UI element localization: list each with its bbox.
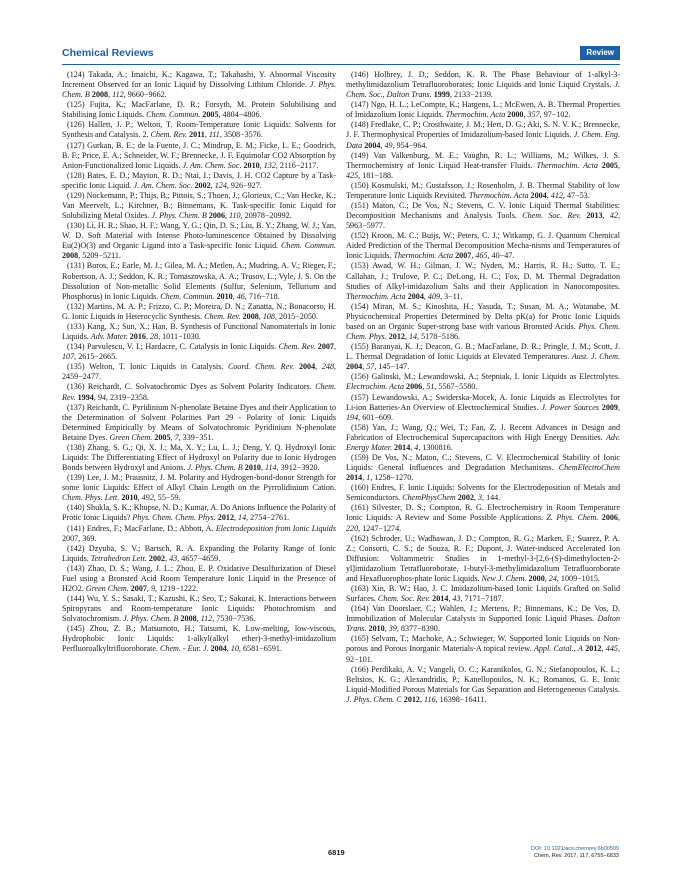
reference-entry: (135) Welton, T. Ionic Liquids in Catalysis. Coord. Chem. Rev. 2004, 248, 2459−2477.: [62, 362, 337, 382]
reference-entry: [62, 524, 336, 544]
reference-entry: (138) Zhang, S. G.; Qi, X. J.; Ma, X. Y.; Lu, L. J.; Deng, Y. Q. Hydroxyl Ionic Liquids: The Differentiating Effect of Hydroxyl on Polarity due to Ionic Hydrogen Bonds between Hydroxyl and Anions. J. Phys. Chem. B 2010, 114, 3912−3920.: [62, 442, 336, 473]
reference-year: 2009: [601, 402, 618, 412]
reference-pages: , 181−188.: [358, 170, 394, 180]
reference-year: 2000: [528, 573, 545, 583]
reference-journal: J. Chem. Soc., Dalton Trans.: [346, 80, 620, 100]
reference-journal: Chem. Commun.: [160, 291, 215, 301]
reference-year: 2010: [216, 291, 233, 301]
reference-pages: , 8377−8390.: [396, 624, 440, 634]
reference-year: 2005: [154, 432, 171, 442]
reference-pages: , 1300816.: [418, 442, 453, 452]
reference-volume: 94: [97, 392, 106, 402]
reference-text: (149) Van Valkenburg, M. E.; Vaughn, R. L.; Williams, M.; Wilkes, J. S. Thermochemistry of Ionic Liquid Heat-transfer Fluids.: [346, 150, 620, 170]
reference-entry: (151) Maton, C.; De Vos, N.; Stevens, C. V. Ionic Liquid Thermal Stabilities: Decomposition Mechanisms and Analysis Tools. Chem. Soc. Rev. 2013, 42, 5963−5977.: [346, 201, 620, 231]
reference-pages: , 1258−1270.: [370, 473, 414, 483]
references-left-column: [62, 70, 336, 655]
reference-volume: 116: [424, 694, 436, 704]
journal-title[interactable]: Chemical Reviews: [62, 47, 154, 59]
reference-volume: 1: [366, 473, 371, 483]
reference-year: 2004: [210, 644, 227, 654]
reference-volume: 492: [141, 493, 154, 503]
reference-text: (151) Maton, C.; De Vos, N.; Stevens, C. V. Ionic Liquid Thermal Stabilities: Decomposition Mechanisms and Analysis Tools.: [346, 201, 620, 221]
reference-journal: J. Phys. Chem. B: [62, 80, 336, 100]
reference-text: (144) Wu, Y. S.; Sasaki, T.; Kazushi, K.; Seo, T.; Sakurai, K. Interactions between Spiropyrans and Room-temperature Ionic Liquids: Photochromism and Solvatochromism.: [62, 594, 336, 624]
reference-journal: Chem. Rev.: [204, 311, 241, 321]
reference-entry: (156) Galinski, M.; Lewandowski, A.; Stepniak, I. Ionic Liquids as Electrolytes. Electrochim. Acta 2006, 51, 5567−5580.: [346, 372, 620, 392]
reference-journal: Chem. Rev.: [150, 130, 188, 140]
reference-entry: (129) Nockemann, P.; Thijs, B.; Pittois, S.; Thoen, J.; Glorieux, C.; Van Hecke, K.; Van Meervelt, L.; Kirchner, B.; Binnemans, K. Task-specific Ionic Liquid for Solubilizing Metal Oxides. J. Phys. Chem. B 2006, 110, 20978−20992.: [62, 190, 336, 221]
reference-pages: , 5178−5186.: [417, 332, 461, 342]
reference-volume: 43: [452, 594, 461, 604]
reference-text: (155) Baranyai, K. J.; Deacon, G. B.; MacFarlane, D. R.; Pringle, J. M.; Scott, J. L. Thermal Degradation of Ionic Liquids at Elevated Temperatures.: [346, 342, 620, 362]
reference-text: (134) Parvulescu, V. I.; Hardacre, C. Catalysis in Ionic Liquids.: [67, 342, 279, 352]
reference-text: (160) Endres, F. Ionic Liquids: Solvents for the Electrodeposition of Metals and Semiconductors.: [346, 483, 620, 503]
reference-journal: ChemPhysChem: [402, 493, 456, 503]
reference-year: 2005: [601, 160, 618, 170]
reference-text: (153) Awad, W. H.; Gilman, J. W.; Nyden, M.; Harris, R. H.; Sutto, T. E.; Callahan, J.; Trulove, P. C.; DeLong, H. C.; Fox, D. M. Thermal Degradation Studies of Alkyl-imidazolium Salts and their Application in Nanocomposites.: [346, 261, 620, 291]
reference-year: 2000: [507, 110, 524, 120]
reference-pages: , 2319−2358.: [105, 392, 149, 402]
reference-pages: , 2116−2117.: [275, 160, 319, 170]
reference-entry: (147) Ngo, H. L.; LeCompte, K.; Hargens, L.; McEwen, A. B. Thermal Properties of Imidazolium Ionic Liquids. Thermochim. Acta 2000, 357, 97−102.: [346, 100, 620, 120]
reference-journal: Electrodeposition from Ionic Liquids: [215, 523, 336, 533]
reference-pages: , 4657−4659.: [177, 553, 221, 563]
reference-journal: J. Phys. Chem. B: [123, 614, 179, 624]
reference-year: 2014: [432, 594, 449, 604]
reference-journal: J. Am. Chem. Soc.: [133, 180, 193, 190]
reference-volume: 110: [229, 211, 241, 221]
reference-journal: Appl. Catal., A: [533, 644, 583, 654]
reference-entry: (128) Bates, E. D.; Mayton, R. D.; Ntai, I.; Davis, J. H. CO2 Capture by a Task-specific Ionic Liquid. J. Am. Chem. Soc. 2002, 124, 926−927.: [62, 170, 336, 190]
reference-pages: , 1219−1222.: [155, 583, 199, 593]
reference-year: 2004: [298, 362, 316, 372]
reference-pages: , 7530−7536.: [212, 614, 256, 624]
reference-entry: (145) Zhou, Z. B.; Matsumoto, H.; Tatsumi, K. Low-melting, low-viscous, Hydrophobic Ionic Liquids: 1-alkyl(alkyl ether)-3-methyl-imidazolium Perfluoroalkyltrifluoroborate. Chem. - Eur. J. 2004, 10, 6581−6591.: [62, 624, 336, 654]
reference-volume: 248: [321, 362, 334, 372]
reference-pages: , 3−11.: [440, 291, 463, 301]
reference-entry: (161) Silvester, D. S.; Compton, R. G. Electrochemistry in Room Temperature Ionic Liquids: A Review and Some Possible Applications. Z. Phys. Chem. 2006, 220, 1247−1274.: [346, 503, 620, 533]
reference-year: 2007: [317, 342, 334, 352]
reference-entry: (124) Takada, A.; Imaichi, K.; Kagawa, T.; Takahashi, Y. Abnormal Viscosity Increment Observed for an Ionic Liquid by Dissolving Lithium Chloride. J. Phys. Chem. B 2008, 112, 9660−9662.: [62, 70, 336, 100]
reference-entry: (164) Van Doorslaer, C.; Wahlen, J.; Mertens, P.; Binnemans, K.; De Vos, D. Immobilization of Molecular Catalysts in Supported Ionic Liquid Phases. Dalton Trans. 2010, 39, 8377−8390.: [346, 604, 620, 634]
reference-year: 2007: [130, 583, 147, 593]
reference-volume: 357: [527, 110, 540, 120]
reference-text: (137) Reichardt, C. Pyridinium N-phenolate Betaine Dyes and their Application to the Determination of Solvent Polarities Part 29 - Polarity of Ionic Liquids Determined Empirically by Means of Solvatochromic Pyridinium N-phenolate Betaine Dyes.: [62, 402, 336, 442]
reference-pages: , 92−101.: [346, 644, 620, 664]
reference-volume: 108: [262, 311, 275, 321]
reference-journal: Chem. Soc. Rev.: [377, 594, 431, 604]
reference-journal: Chem. Rev.: [278, 342, 316, 352]
reference-year: 2008: [242, 311, 259, 321]
reference-text: (145) Zhou, Z. B.; Matsumoto, H.; Tatsumi, K. Low-melting, low-viscous, Hydrophobic Ionic Liquids: 1-alkyl(alkyl ether)-3-methyl-imidazolium Perfluoroalkyltrifluoroborate.: [62, 624, 336, 654]
reference-text: (161) Silvester, D. S.; Compton, R. G. Electrochemistry in Room Temperature Ionic Liquids: A Review and Some Possible Applications.: [346, 503, 620, 523]
reference-pages: , 20978−20992.: [240, 211, 292, 221]
reference-pages: , 144.: [482, 493, 501, 503]
reference-text: (132) Martins, M. A. P.; Frizzo, C. P.; Moreira, D. N.; Zanatta, N.; Bonacorso, H. G. Ionic Liquids in Heterocyclic Synthesis.: [62, 301, 336, 321]
reference-pages: , 6581−6591.: [238, 644, 282, 654]
reference-pages: , 3508−3576.: [219, 130, 263, 140]
reference-volume: 425: [346, 170, 359, 180]
reference-entry: (154) Miran, M. S.; Kinoshita, H.; Yasuda, T.; Susan, M. A.; Watanabe, M. Physicochemical Properties Determined by Delta pK(a) for Protic Ionic Liquids based on an Organic Super-strong base with various Bronsted Acids. Phys. Chem. Chem. Phys. 2012, 14, 5178−5186.: [346, 301, 621, 342]
reference-year: 2010: [368, 624, 385, 634]
reference-text: (128) Bates, E. D.; Mayton, R. D.; Ntai, I.; Davis, J. H. CO2 Capture by a Task-specific Ionic Liquid.: [62, 170, 336, 190]
reference-volume: 57: [366, 362, 375, 372]
reference-year: 2012: [217, 513, 234, 523]
reference-volume: 124: [214, 180, 227, 190]
reference-year: 2012: [388, 332, 405, 342]
reference-pages: , 1011−1030.: [158, 332, 201, 342]
reference-entry: [62, 100, 336, 120]
reference-journal: Chem. Soc. Rev.: [522, 211, 582, 221]
reference-volume: 412: [550, 190, 563, 200]
reference-journal: Thermochim. Acta: [346, 291, 406, 301]
reference-pages: , 5963−5977.: [346, 211, 620, 231]
reference-year: 2016: [129, 332, 146, 342]
reference-text: (164) Van Doorslaer, C.; Wahlen, J.; Mertens, P.; Binnemans, K.; De Vos, D. Immobilization of Molecular Catalysts in Supported Ionic Liquid Phases.: [346, 604, 620, 624]
reference-volume: 49: [384, 140, 393, 150]
reference-text: (150) Kosmulski, M.; Gustafsson, J.; Rosenholm, J. B. Thermal Stability of low Temperature Ionic Liquids Revisited.: [346, 180, 620, 200]
reference-year: 2002: [457, 493, 474, 503]
reference-journal: Z. Phys. Chem.: [546, 513, 599, 523]
reference-year: 1999: [433, 90, 450, 100]
reference-text: (124) Takada, A.; Imaichi, K.; Kagawa, T.; Takahashi, Y. Abnormal Viscosity Increment Observed for an Ionic Liquid by Dissolving Lithium Chloride.: [62, 70, 336, 90]
reference-text: (156) Galinski, M.; Lewandowski, A.; Stepniak, I. Ionic Liquids as Electrolytes.: [351, 372, 620, 382]
reference-year: 2004: [407, 291, 424, 301]
reference-volume: 132: [263, 160, 276, 170]
reference-pages: , 47−53.: [562, 190, 590, 200]
reference-entry: (134) Parvulescu, V. I.; Hardacre, C. Catalysis in Ionic Liquids. Chem. Rev. 2007, 107, 2615−2665.: [62, 342, 336, 362]
reference-year: 2011: [189, 130, 205, 140]
reference-journal: Thermochim. Acta: [445, 110, 506, 120]
reference-pages: , 369.: [78, 533, 97, 543]
reference-year: 2008: [62, 251, 79, 261]
reference-text: (135) Welton, T. Ionic Liquids in Catalysis.: [67, 362, 228, 372]
reference-journal: Phys. Chem. Chem. Phys.: [346, 321, 621, 342]
reference-pages: , 7171−7187.: [460, 594, 504, 604]
reference-volume: 24: [548, 573, 557, 583]
reference-volume: 114: [265, 463, 277, 473]
reference-journal: J. Phys. Chem. C: [346, 694, 402, 704]
reference-pages: , 9660−9662.: [123, 90, 167, 100]
reference-journal: Thermochim. Acta: [393, 251, 454, 261]
reference-entry: (158) Yan, J.; Wang, Q.; Wei, T.; Fan, Z. J. Recent Advances in Design and Fabrication of Electrochemical Supercapacitors with High Energy Densities. Adv. Energy Mater. 2014, 4, 1300816.: [346, 422, 620, 452]
reference-entry: (136) Reichardt, C. Solvatochromic Dyes as Solvent Polarity Indicators. Chem. Rev. 1994, 94, 2319−2358.: [62, 382, 336, 402]
reference-pages: , 4804−4806.: [218, 110, 262, 120]
reference-entry: (153) Awad, W. H.; Gilman, J. W.; Nyden, M.; Harris, R. H.; Sutto, T. E.; Callahan, J.; Trulove, P. C.; DeLong, H. C.; Fox, D. M. Thermal Degradation Studies of Alkyl-imidazolium Salts and their Application in Nanocomposites. Thermochim. Acta 2004, 409, 3−11.: [346, 261, 620, 301]
reference-entry: (132) Martins, M. A. P.; Frizzo, C. P.; Moreira, D. N.; Zanatta, N.; Bonacorso, H. G. Ionic Liquids in Heterocyclic Synthesis. Chem. Rev. 2008, 108, 2015−2050.: [62, 301, 336, 321]
reference-volume: 14: [408, 332, 418, 342]
reference-journal: J. Phys. Chem. B: [151, 211, 207, 221]
header-rule: [62, 64, 620, 65]
reference-volume: 465: [475, 251, 488, 261]
reference-text: (163) Xin, B. W.; Hao, J. C. Imidazolium-based Ionic Liquids Grafted on Solid Surfaces.: [346, 583, 620, 604]
reference-text: (126) Hallett, J. P.; Welton, T. Room-Temperature Ionic Liquids: Solvents for Synthesis and Catalysis. 2.: [62, 120, 336, 140]
reference-entry: (150) Kosmulski, M.; Gustafsson, J.; Rosenholm, J. B. Thermal Stability of low Temperature Ionic Liquids Revisited. Thermochim. Acta 2004, 412, 47−53.: [346, 180, 620, 200]
reference-entry: (126) Hallett, J. P.; Welton, T. Room-Temperature Ionic Liquids: Solvents for Synthesis and Catalysis. 2. Chem. Rev. 2011, 111, 3508−3576.: [62, 120, 336, 140]
reference-text: (133) Kang, X.; Sun, X.; Han, B. Synthesis of Functional Nanomaterials in Ionic Liquids.: [62, 321, 336, 342]
reference-year: 2012: [403, 694, 420, 704]
reference-year: 2006: [208, 211, 225, 221]
reference-journal: J. Am. Chem. Soc.: [182, 160, 242, 170]
reference-entry: (139) Lee, J. M.; Prausnitz, J. M. Polarity and Hydrogen-bond-donor Strength for some Ionic Liquids: Effect of Alkyl Chain Length on the Pyrrolidinium Cation. Chem. Phys. Lett. 2010, 492, 55−59.: [62, 473, 336, 503]
reference-text: (154) Miran, M. S.; Kinoshita, H.; Yasuda, T.; Susan, M. A.; Watanabe, M. Physicochemical Properties Determined by Delta pK(a) for Protic Ionic Liquids based on an Organic Super-strong base with various Bronsted Acids.: [346, 301, 620, 331]
reference-volume: 10: [230, 644, 239, 654]
reference-journal: Chem. Commun.: [146, 110, 201, 120]
reference-journal: Coord. Chem. Rev.: [227, 362, 295, 372]
reference-text: (162) Schroder, U.; Wadhawan, J. D.; Compton, R. G.; Marken, F.; Suarez, P. A. Z.; Consorti, C. S.; de Souza, R. F.; Dupont, J. Water-induced Accelerated Ion Diffusion: Voltammetric Studies in 1-methyl-3-[2,6-(S)-dimethylocten-2-yl]imidazolium Tetrafluoroborate, 1-butyl-3-methylimidazolium Tetrafluoroborate and Hexafluorophos-phate Ionic Liquids.: [346, 533, 620, 583]
reference-journal: Chem. Commun.: [281, 241, 336, 251]
doi-link[interactable]: DOI: 10.1021/acs.chemrev.6b00509: [531, 846, 619, 852]
reference-entry: (148) Fredlake, C. P.; Crosthwaite, J. M.; Hert, D. G.; Aki, S. N. V. K.; Brennecke, J. F. Thermophysical Properties of Imidazolium-based Ionic Liquids. J. Chem. Eng. Data 2004, 49, 954−964.: [346, 120, 620, 150]
reference-pages: , 2133−2139.: [449, 90, 493, 100]
reference-pages: , 954−964.: [392, 140, 428, 150]
reference-volume: 7: [174, 432, 179, 442]
reference-journal: Adv. Mater.: [90, 332, 128, 342]
reference-journal: Thermochim. Acta: [468, 190, 529, 200]
reference-year: 2010: [243, 160, 260, 170]
reference-year: 2006: [601, 513, 618, 523]
reference-text: (138) Zhang, S. G.; Qi, X. J.; Ma, X. Y.; Lu, L. J.; Deng, Y. Q. Hydroxyl Ionic Liquids: The Differentiating Effect of Hydroxyl on Polarity due to Ionic Hydrogen Bonds between Hydroxyl and Anions.: [62, 442, 336, 473]
reference-volume: 14: [238, 513, 247, 523]
reference-journal: J. Power Sources: [541, 402, 599, 412]
reference-text: (125) Fujita, K.; MacFarlane, D. R.; Forsyth, M. Protein Solubilising and Stabilising Ionic Liquids.: [62, 100, 336, 120]
reference-text: (165) Selvam, T.; Machoke, A.; Schwieger, W. Supported Ionic Liquids on Non-porous and Porous Inorganic Materials-A topical review.: [346, 634, 620, 654]
reference-volume: 39: [388, 624, 397, 634]
reference-entry: (163) Xin, B. W.; Hao, J. C. Imidazolium-based Ionic Liquids Grafted on Solid Surfaces. Chem. Soc. Rev. 2014, 43, 7171−7187.: [346, 583, 620, 604]
reference-year: 2014: [346, 473, 363, 483]
reference-pages: , 5209−5211.: [78, 251, 121, 261]
reference-entry: (143) Zhao, D. S.; Wang, J. L.; Zhou, E. P. Oxidative Desulfurization of Diesel Fuel using a Bronsted Acid Room Temperature Ionic Liquid in the Presence of H2O2. Green Chem. 2007, 9, 1219−1222.: [62, 563, 336, 593]
reference-pages: , 339−351.: [178, 432, 214, 442]
reference-text: (146) Holbrey, J. D.; Seddon, K. R. The Phase Behaviour of 1-alkyl-3-methylimidazolium Tetrafluoroborates; Ionic Liquids and Ionic Liquid Crystals.: [346, 70, 620, 90]
reference-pages: , 97−102.: [539, 110, 571, 120]
reference-volume: 4: [414, 442, 419, 452]
reference-pages: , 2615−2665.: [74, 352, 118, 362]
reference-text: (129) Nockemann, P.; Thijs, B.; Pittois, S.; Thoen, J.; Glorieux, C.; Van Hecke, K.; Van Meervelt, L.; Kirchner, B.; Binnemans, K. Task-specific Ionic Liquid for Solubilizing Metal Oxides.: [62, 190, 336, 221]
reference-entry: (149) Van Valkenburg, M. E.; Vaughn, R. L.; Williams, M.; Wilkes, J. S. Thermochemistry of Ionic Liquid Heat-transfer Fluids. Thermochim. Acta 2005, 425, 181−188.: [346, 150, 620, 180]
reference-text: (152) Kroon, M. C.; Buijs, W.; Peters, C. J.; Witkamp, G. J. Quantum Chemical Aided Prediction of the Thermal Decomposition Mecha-nisms and Temperatures of Ionic Liquids.: [346, 231, 620, 261]
reference-entry: (155) Baranyai, K. J.; Deacon, G. B.; MacFarlane, D. R.; Pringle, J. M.; Scott, J. L. Thermal Degradation of Ionic Liquids at Elevated Temperatures. Aust. J. Chem. 2004, 57, 145−147.: [346, 342, 621, 372]
reference-volume: 409: [427, 291, 441, 301]
reference-year: 2004: [530, 190, 547, 200]
reference-journal: Electrochim. Acta: [346, 382, 404, 392]
reference-entry: (142) Dzyuba, S. V.; Bartsch, R. A. Expanding the Polarity Range of Ionic Liquids. Tetrahedron Lett. 2002, 43, 4657−4659.: [62, 543, 336, 563]
reference-year: 1994: [77, 392, 94, 402]
reference-text: (157) Lewandowski, A.; Swiderska-Mocek, A. Ionic Liquids as Electrolytes for Li-ion Batteries-An Overview of Electrochemical Studies.: [346, 392, 620, 412]
reference-volume: 28: [149, 332, 159, 342]
reference-year: 2012: [585, 644, 602, 654]
reference-pages: , 1247−1274.: [358, 523, 402, 533]
reference-entry: (133) Kang, X.; Sun, X.; Han, B. Synthesis of Functional Nanomaterials in Ionic Liquids. Adv. Mater. 2016, 28, 1011−1030.: [62, 321, 336, 342]
reference-volume: 111: [208, 130, 220, 140]
reference-journal: Chem. Phys. Lett.: [62, 493, 120, 503]
reference-year: 2010: [244, 463, 261, 473]
reference-year: 2014: [394, 442, 411, 452]
reference-pages: , 601−609.: [358, 412, 394, 422]
reference-year: 2004: [346, 362, 363, 372]
reference-entry: (152) Kroon, M. C.; Buijs, W.; Peters, C. J.; Witkamp, G. J. Quantum Chemical Aided Prediction of the Thermal Decomposition Mecha-nisms and Temperatures of Ionic Liquids. Thermochim. Acta 2007, 465, 40−47.: [346, 231, 620, 261]
journal-citation: Chem. Rev. 2017, 117, 6755−6833: [534, 853, 619, 859]
reference-journal: New J. Chem.: [481, 573, 527, 583]
reference-journal: Chem. - Eur. J.: [160, 644, 209, 654]
reference-year: 2013: [586, 211, 603, 221]
reference-journal: Dalton Trans.: [346, 614, 620, 634]
page-number: 6819: [328, 848, 345, 857]
reference-year: 2002: [148, 553, 166, 563]
footer-citation-block: [531, 846, 619, 860]
reference-journal: J. Chem. Eng. Data: [346, 130, 620, 150]
reference-volume: 220: [346, 523, 359, 533]
reference-volume: 112: [112, 90, 124, 100]
reference-year: 2007: [455, 251, 472, 261]
reference-journal: Chem. Rev.: [62, 382, 336, 402]
reference-pages: , 55−59.: [153, 493, 181, 503]
reference-text: (166) Perdikaki, A. V.; Vangeli, O. C.; Karanikolos, G. N.; Stefanopoulos, K. L.; Beltsios, K. G.; Alexandridis, P.; Kanellopoulos, N. K.; Romanos, G. E. Ionic Liquid-Modified Porous Materials for Gas Separation and Heterogeneous Catalysis.: [346, 664, 620, 694]
reference-text: (131) Boros, E.; Earle, M. J.; Gilea, M. A.; Metlen, A.; Mudring, A. V.; Rieger, F.; Robertson, A. J.; Seddon, K. R.; Tomaszowska, A. A.; Trusov, L.; Vyle, J. S. On the Dissolution of Non-metallic Solid Elements (Sulfur, Selenium, Tellurium and Phosphorus) in Ionic Liquids.: [62, 261, 336, 301]
reference-year: 2006: [406, 382, 423, 392]
reference-journal: Green Chem.: [85, 583, 129, 593]
reference-entry: (166) Perdikaki, A. V.; Vangeli, O. C.; Karanikolos, G. N.; Stefanopoulos, K. L.; Beltsios, K. G.; Alexandridis, P.; Kanellopoulos, N. K.; Romanos, G. E. Ionic Liquid-Modified Porous Materials for Gas Separation and Heterogeneous Catalysis. J. Phys. Chem. C 2012, 116, 16398−16411.: [346, 664, 620, 704]
reference-volume: 51: [426, 382, 435, 392]
reference-year: 2008: [91, 90, 109, 100]
reference-volume: 9: [150, 583, 156, 593]
reference-year: 2007: [62, 533, 79, 543]
reference-journal: Phys. Chem. Chem. Phys.: [132, 513, 216, 523]
reference-volume: 107: [62, 352, 75, 362]
reference-text: (143) Zhao, D. S.; Wang, J. L.; Zhou, E. P. Oxidative Desulfurization of Diesel Fuel using a Bronsted Acid Room Temperature Ionic Liquid in the Presence of H2O2.: [62, 563, 336, 593]
reference-entry: (140) Shukla, S. K.; Khupse, N. D.; Kumar, A. Do Anions Influence the Polarity of Protic Ionic Liquids? Phys. Chem. Chem. Phys. 2012, 14, 2754−2761.: [62, 503, 336, 523]
section-badge: Review: [580, 46, 620, 60]
reference-entry: [62, 221, 336, 261]
reference-entry: (131) Boros, E.; Earle, M. J.; Gilea, M. A.; Metlen, A.; Mudring, A. V.; Rieger, F.; Robertson, A. J.; Seddon, K. R.; Tomaszowska, A. A.; Trusov, L.; Vyle, J. S. On the Dissolution of Non-metallic Solid Elements (Sulfur, Selenium, Tellurium and Phosphorus) in Ionic Liquids. Chem. Commun. 2010, 46, 716−718.: [62, 261, 336, 301]
reference-text: (141) Endres, F.; MacFarlane, D.; Abbott, A.: [67, 523, 216, 533]
reference-pages: , 3912−3920.: [276, 463, 320, 473]
reference-volume: 42: [609, 211, 618, 221]
reference-journal: Green Chem.: [109, 432, 153, 442]
reference-entry: (144) Wu, Y. S.; Sasaki, T.; Kazushi, K.; Seo, T.; Sakurai, K. Interactions between Spiropyrans and Room-temperature Ionic Liquids: Photochromism and Solvatochromism. J. Phys. Chem. B 2008, 112, 7530−7536.: [62, 594, 336, 624]
reference-text: (148) Fredlake, C. P.; Crosthwaite, J. M.; Hert, D. G.; Aki, S. N. V. K.; Brennecke, J. F. Thermophysical Properties of Imidazolium-based Ionic Liquids.: [346, 120, 620, 140]
reference-journal: Aust. J. Chem.: [571, 352, 621, 362]
references-right-column: [346, 70, 620, 705]
reference-pages: , 2459−2477.: [62, 362, 337, 382]
reference-text: (140) Shukla, S. K.; Khupse, N. D.; Kumar, A. Do Anions Influence the Polarity of Protic Ionic Liquids?: [62, 503, 336, 523]
reference-pages: , 145−147.: [374, 362, 410, 372]
reference-text: (142) Dzyuba, S. V.; Bartsch, R. A. Expanding the Polarity Range of Ionic Liquids.: [62, 543, 336, 563]
reference-entry: (137) Reichardt, C. Pyridinium N-phenolate Betaine Dyes and their Application to the Determination of Solvent Polarities Part 29 - Polarity of Ionic Liquids Determined Empirically by Means of Solvatochromic Pyridinium N-phenolate Betaine Dyes. Green Chem. 2005, 7, 339−351.: [62, 402, 336, 442]
reference-entry: [346, 70, 620, 100]
reference-journal: Adv. Energy Mater.: [346, 432, 620, 452]
reference-journal: Tetrahedron Lett.: [90, 553, 147, 563]
reference-year: 2010: [121, 493, 138, 503]
reference-volume: 445: [605, 644, 618, 654]
reference-year: 2008: [180, 614, 197, 624]
reference-entry: (160) Endres, F. Ionic Liquids: Solvents for the Electrodeposition of Metals and Semiconductors. ChemPhysChem 2002, 3, 144.: [346, 483, 620, 503]
reference-journal: J. Phys. Chem. B: [187, 463, 243, 473]
reference-pages: , 2015−2050.: [274, 311, 318, 321]
reference-journal: ChemElectroChem: [558, 463, 620, 473]
reference-pages: , 716−718.: [244, 291, 280, 301]
reference-pages: , 926−927.: [226, 180, 262, 190]
reference-text: (159) De Vos, N.; Maton, C.; Stevens, C. V. Electrochemical Stability of Ionic Liquids: General Influences and Degradation Mechanisms.: [346, 452, 620, 473]
reference-pages: , 2754−2761.: [246, 513, 290, 523]
reference-volume: 46: [236, 291, 245, 301]
reference-volume: 43: [169, 553, 178, 563]
reference-pages: , 40−47.: [487, 251, 515, 261]
reference-entry: (165) Selvam, T.; Machoke, A.; Schwieger, W. Supported Ionic Liquids on Non-porous and Porous Inorganic Materials-A topical review. Appl. Catal., A 2012, 445, 92−101.: [346, 634, 620, 664]
reference-year: 2005: [202, 110, 219, 120]
reference-text: (130) Li, H. R.; Shao, H. F.; Wang, Y. G.; Qin, D. S.; Liu, B. Y.; Zhang, W. J.; Yan, W. D. Soft Material with Intense Photo-luminescence Obtained by Dissolving Eu(2)O(3) and Organic Ligand into a Task-specific Ionic Liquid.: [62, 221, 336, 251]
reference-text: (136) Reichardt, C. Solvatochromic Dyes as Solvent Polarity Indicators.: [67, 382, 316, 392]
reference-text: (127) Gurkan, B. E.; de la Fuente, J. C.; Mindrup, E. M.; Ficke, L. E.; Goodrich, B. F.; Price, E. A.; Schneider, W. F.; Brennecke, J. F. Equimolar CO2 Absorption by Anion-Functionalized Ionic Liquids.: [62, 140, 336, 170]
reference-entry: (159) De Vos, N.; Maton, C.; Stevens, C. V. Electrochemical Stability of Ionic Liquids: General Influences and Degradation Mechanisms. ChemElectroChem 2014, 1, 1258−1270.: [346, 452, 620, 483]
reference-year: 2004: [364, 140, 381, 150]
reference-year: 2002: [194, 180, 211, 190]
reference-entry: (157) Lewandowski, A.; Swiderska-Mocek, A. Ionic Liquids as Electrolytes for Li-ion Batteries-An Overview of Electrochemical Studies. J. Power Sources 2009, 194, 601−609.: [346, 392, 620, 422]
reference-pages: , 16398−16411.: [435, 694, 487, 704]
page-header: [62, 46, 620, 64]
reference-volume: 112: [200, 614, 213, 624]
reference-volume: 3: [477, 493, 483, 503]
reference-text: (139) Lee, J. M.; Prausnitz, J. M. Polarity and Hydrogen-bond-donor Strength for some Ionic Liquids: Effect of Alkyl Chain Length on the Pyrrolidinium Cation.: [62, 473, 336, 493]
reference-pages: , 1009−1015.: [556, 573, 600, 583]
reference-volume: 194: [346, 412, 359, 422]
reference-entry: (162) Schroder, U.; Wadhawan, J. D.; Compton, R. G.; Marken, F.; Suarez, P. A. Z.; Consorti, C. S.; de Souza, R. F.; Dupont, J. Water-induced Accelerated Ion Diffusion: Voltammetric Studies in 1-methyl-3-[2,6-(S)-dimethylocten-2-yl]imidazolium Tetrafluoroborate, 1-butyl-3-methylimidazolium Tetrafluoroborate and Hexafluorophos-phate Ionic Liquids. New J. Chem. 2000, 24, 1009−1015.: [346, 533, 620, 583]
reference-journal: Thermochim. Acta: [536, 160, 598, 170]
reference-pages: , 5567−5580.: [434, 382, 478, 392]
reference-text: (158) Yan, J.; Wang, Q.; Wei, T.; Fan, Z. J. Recent Advances in Design and Fabrication of Electrochemical Supercapacitors with High Energy Densities.: [346, 422, 620, 442]
reference-text: (147) Ngo, H. L.; LeCompte, K.; Hargens, L.; McEwen, A. B. Thermal Properties of Imidazolium Ionic Liquids.: [346, 100, 620, 120]
reference-entry: (127) Gurkan, B. E.; de la Fuente, J. C.; Mindrup, E. M.; Ficke, L. E.; Goodrich, B. F.; Price, E. A.; Schneider, W. F.; Brennecke, J. F. Equimolar CO2 Absorption by Anion-Functionalized Ionic Liquids. J. Am. Chem. Soc. 2010, 132, 2116−2117.: [62, 140, 336, 170]
